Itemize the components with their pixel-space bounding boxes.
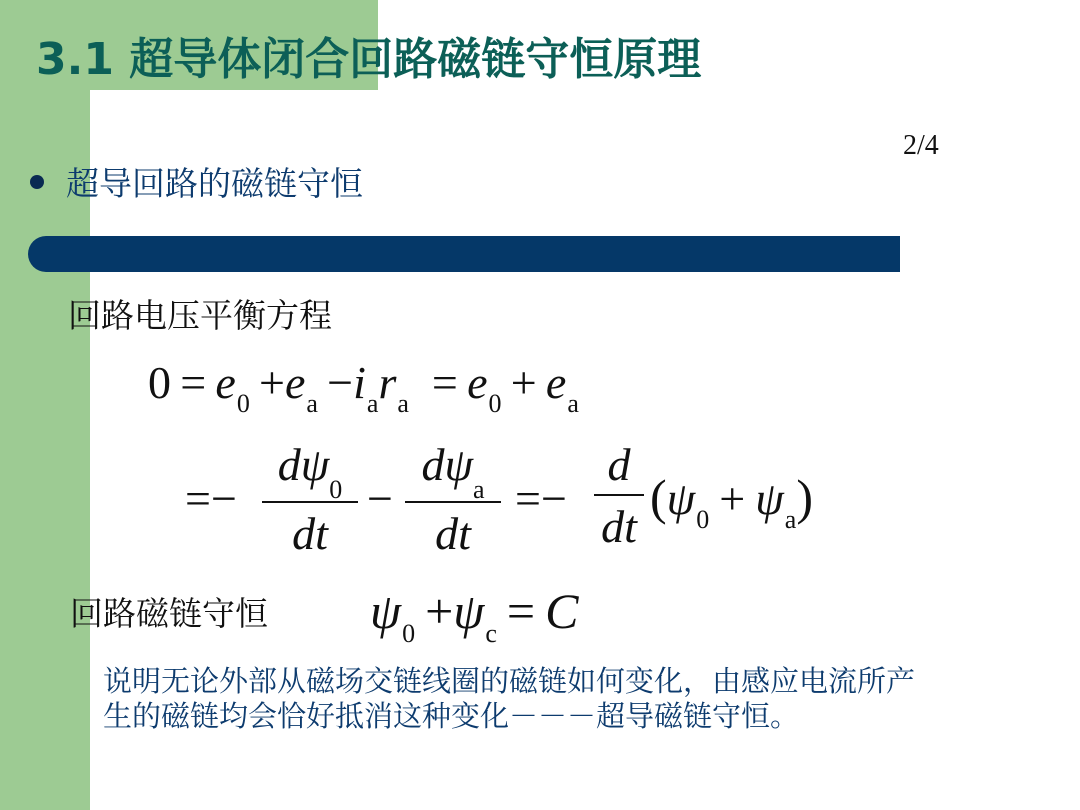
eq-subscript: 0 [236, 389, 250, 418]
bullet-dot-icon [30, 175, 44, 189]
eq-symbol: − [327, 357, 354, 408]
eq-symbol: C [545, 583, 579, 639]
eq-subscript: a [567, 389, 579, 418]
fraction-dpsi0-dt [262, 439, 358, 560]
eq-symbol: = [180, 357, 207, 408]
eq-symbol: + [259, 357, 285, 408]
eq-operator: − [367, 473, 393, 524]
equation-flux-conservation [370, 583, 579, 648]
eq-subscript: 0 [402, 619, 416, 648]
fraction-denominator: dt [292, 508, 328, 560]
eq-parenthesized-sum: $(\psi_0 + \psi_a)$ [650, 469, 813, 534]
eq-symbol: ψ [370, 583, 402, 639]
heading-voltage-balance: 回路电压平衡方程 [68, 296, 332, 335]
eq-symbol: ψ [453, 583, 485, 639]
eq-symbol: e [545, 357, 567, 408]
eq-subscript: a [306, 389, 318, 418]
eq-operator: =− [185, 473, 237, 524]
fraction-bar [262, 501, 358, 503]
eq-subscript: 0 [488, 389, 502, 418]
fraction-d-dt [594, 439, 644, 552]
fraction-numerator: $d\psi_0$ [277, 439, 343, 505]
fraction-dpsia-dt [405, 439, 501, 560]
fraction-numerator: d [607, 439, 631, 490]
eq-subscript: c [485, 619, 497, 648]
decorative-green-band-left [0, 0, 90, 810]
fraction-denominator: dt [601, 501, 637, 552]
eq-subscript: a [397, 389, 409, 418]
eq-symbol: = [506, 583, 536, 639]
eq-symbol: + [510, 357, 537, 408]
bullet-text: 超导回路的磁链守恒 [66, 164, 363, 203]
slide-title: 3.1 超导体闭合回路磁链守恒原理 [36, 34, 702, 85]
eq-symbol: = [431, 357, 458, 408]
eq-operator: =− [515, 473, 567, 524]
eq-symbol: 0 [148, 357, 171, 408]
eq-symbol: i [353, 357, 366, 408]
equation-voltage-balance [148, 357, 579, 418]
bullet-item [30, 158, 363, 205]
fraction-denominator: dt [435, 508, 471, 560]
decorative-navy-bar [28, 236, 900, 272]
eq-symbol: e [467, 357, 488, 408]
eq-subscript: a [366, 389, 379, 418]
fraction-numerator: $d\psi_a$ [421, 439, 485, 505]
eq-symbol: + [425, 583, 454, 639]
eq-symbol: e [284, 357, 306, 408]
explanation-text: 说明无论外部从磁场交链线圈的磁链如何变化，由感应电流所产生的磁链均会恰好抵消这种变化－－－超导磁链守恒。 [103, 664, 916, 734]
heading-flux-conservation: 回路磁链守恒 [70, 594, 268, 633]
eq-symbol: r [378, 357, 397, 408]
page-number: 2/4 [903, 130, 939, 161]
fraction-bar [405, 501, 501, 503]
fraction-bar [594, 494, 644, 496]
eq-symbol: e [215, 357, 236, 408]
